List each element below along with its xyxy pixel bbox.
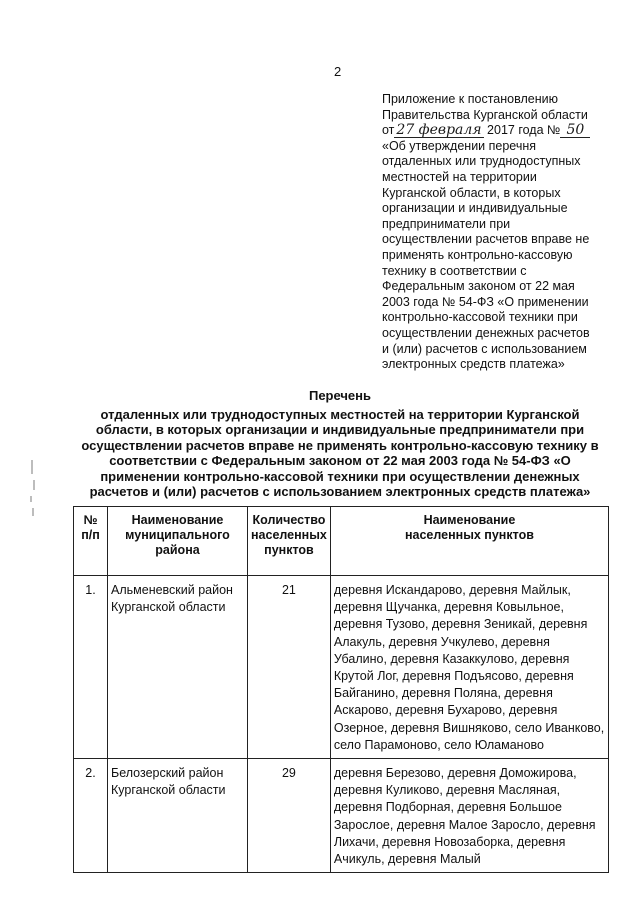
decree-title-line: осуществлении расчетов вправе не: [382, 232, 590, 247]
row-district: Альменевский район Курганской области: [108, 576, 248, 759]
table-row: [74, 759, 609, 873]
appendix-block: [382, 92, 622, 373]
handwritten-number: 50: [560, 124, 590, 138]
decree-title-line: предприниматели при: [382, 216, 511, 231]
row-settlements: деревня Березово, деревня Доможирова, деревня Куликово, деревня Масляная, деревня Подборная, деревня Большое Зарослое, деревня Малое Заросло, деревня Лихачи, деревня Новозаборка, деревня Ачикуль, деревня Малый: [330, 759, 608, 873]
row-count: 21: [248, 576, 331, 759]
decree-title-line: Федеральным законом от 22 мая: [382, 279, 575, 294]
appendix-line-1: Приложение к постановлению: [382, 92, 558, 106]
header-count: Количество населенных пунктов: [248, 507, 331, 576]
list-heading: Перечень: [308, 388, 372, 403]
scan-margin-marks: [30, 460, 36, 520]
header-num: № п/п: [74, 507, 108, 576]
decree-title-line: технику в соответствии с: [382, 263, 527, 278]
decree-title-line: местностей на территории: [382, 169, 537, 184]
decree-title-line: Курганской области, в которых: [382, 185, 561, 200]
header-district: Наименование муниципального района: [108, 507, 248, 576]
decree-title-line: осуществлении денежных расчетов: [382, 325, 590, 340]
handwritten-date: 27 февраля: [396, 122, 482, 139]
decree-title-line: 2003 года № 54-ФЗ «О применении: [382, 294, 589, 309]
row-district: Белозерский район Курганской области: [108, 759, 248, 873]
page-number: 2: [334, 64, 342, 79]
decree-title-line: применять контрольно-кассовую: [382, 247, 573, 262]
appendix-year-label: 2017 года №: [483, 123, 561, 138]
settlements-table: [73, 506, 609, 873]
list-title: [80, 388, 600, 500]
decree-title-line: электронных средств платежа»: [382, 357, 565, 372]
appendix-from-label: от: [382, 123, 395, 138]
appendix-line-2: Правительства Курганской области: [382, 107, 588, 122]
decree-title-line: отдаленных или труднодоступных: [382, 154, 581, 169]
header-settlements: Наименование населенных пунктов: [330, 507, 608, 576]
row-num: 2.: [74, 759, 108, 873]
decree-title-line: и (или) расчетов с использованием: [382, 341, 587, 356]
decree-title-line: организации и индивидуальные: [382, 201, 568, 216]
decree-title-line: «Об утверждении перечня: [382, 138, 537, 153]
decree-title-line: контрольно-кассовой техники при: [382, 310, 578, 325]
row-count: 29: [248, 759, 331, 873]
table-header-row: [74, 507, 609, 576]
table-row: [74, 576, 609, 759]
row-num: 1.: [74, 576, 108, 759]
row-settlements: деревня Искандарово, деревня Майлык, деревня Щучанка, деревня Ковыльное, деревня Тузово, деревня Зеникай, деревня Алакуль, деревня Учкулево, деревня Убалино, деревня Казаккулово, деревня Крутой Лог, деревня Подъясово, деревня Байганино, деревня Поляна, деревня Аскарово, деревня Бухарово, деревня Озерное, деревня Вишняково, село Иванково, село Парамоново, село Юламаново: [330, 576, 608, 759]
list-subtitle: отдаленных или труднодоступных местностей на территории Курганской области, в которых организации и индивидуальные предприниматели при осуществлении расчетов вправе не применять контрольно-кассовую технику в соответствии с Федеральным законом от 22 мая 2003 года № 54-ФЗ «О применении контрольно-кассовой техники при осуществлении денежных расчетов и (или) расчетов с использованием электронных средств платежа»: [81, 406, 599, 499]
appendix-date-line: [382, 123, 622, 139]
